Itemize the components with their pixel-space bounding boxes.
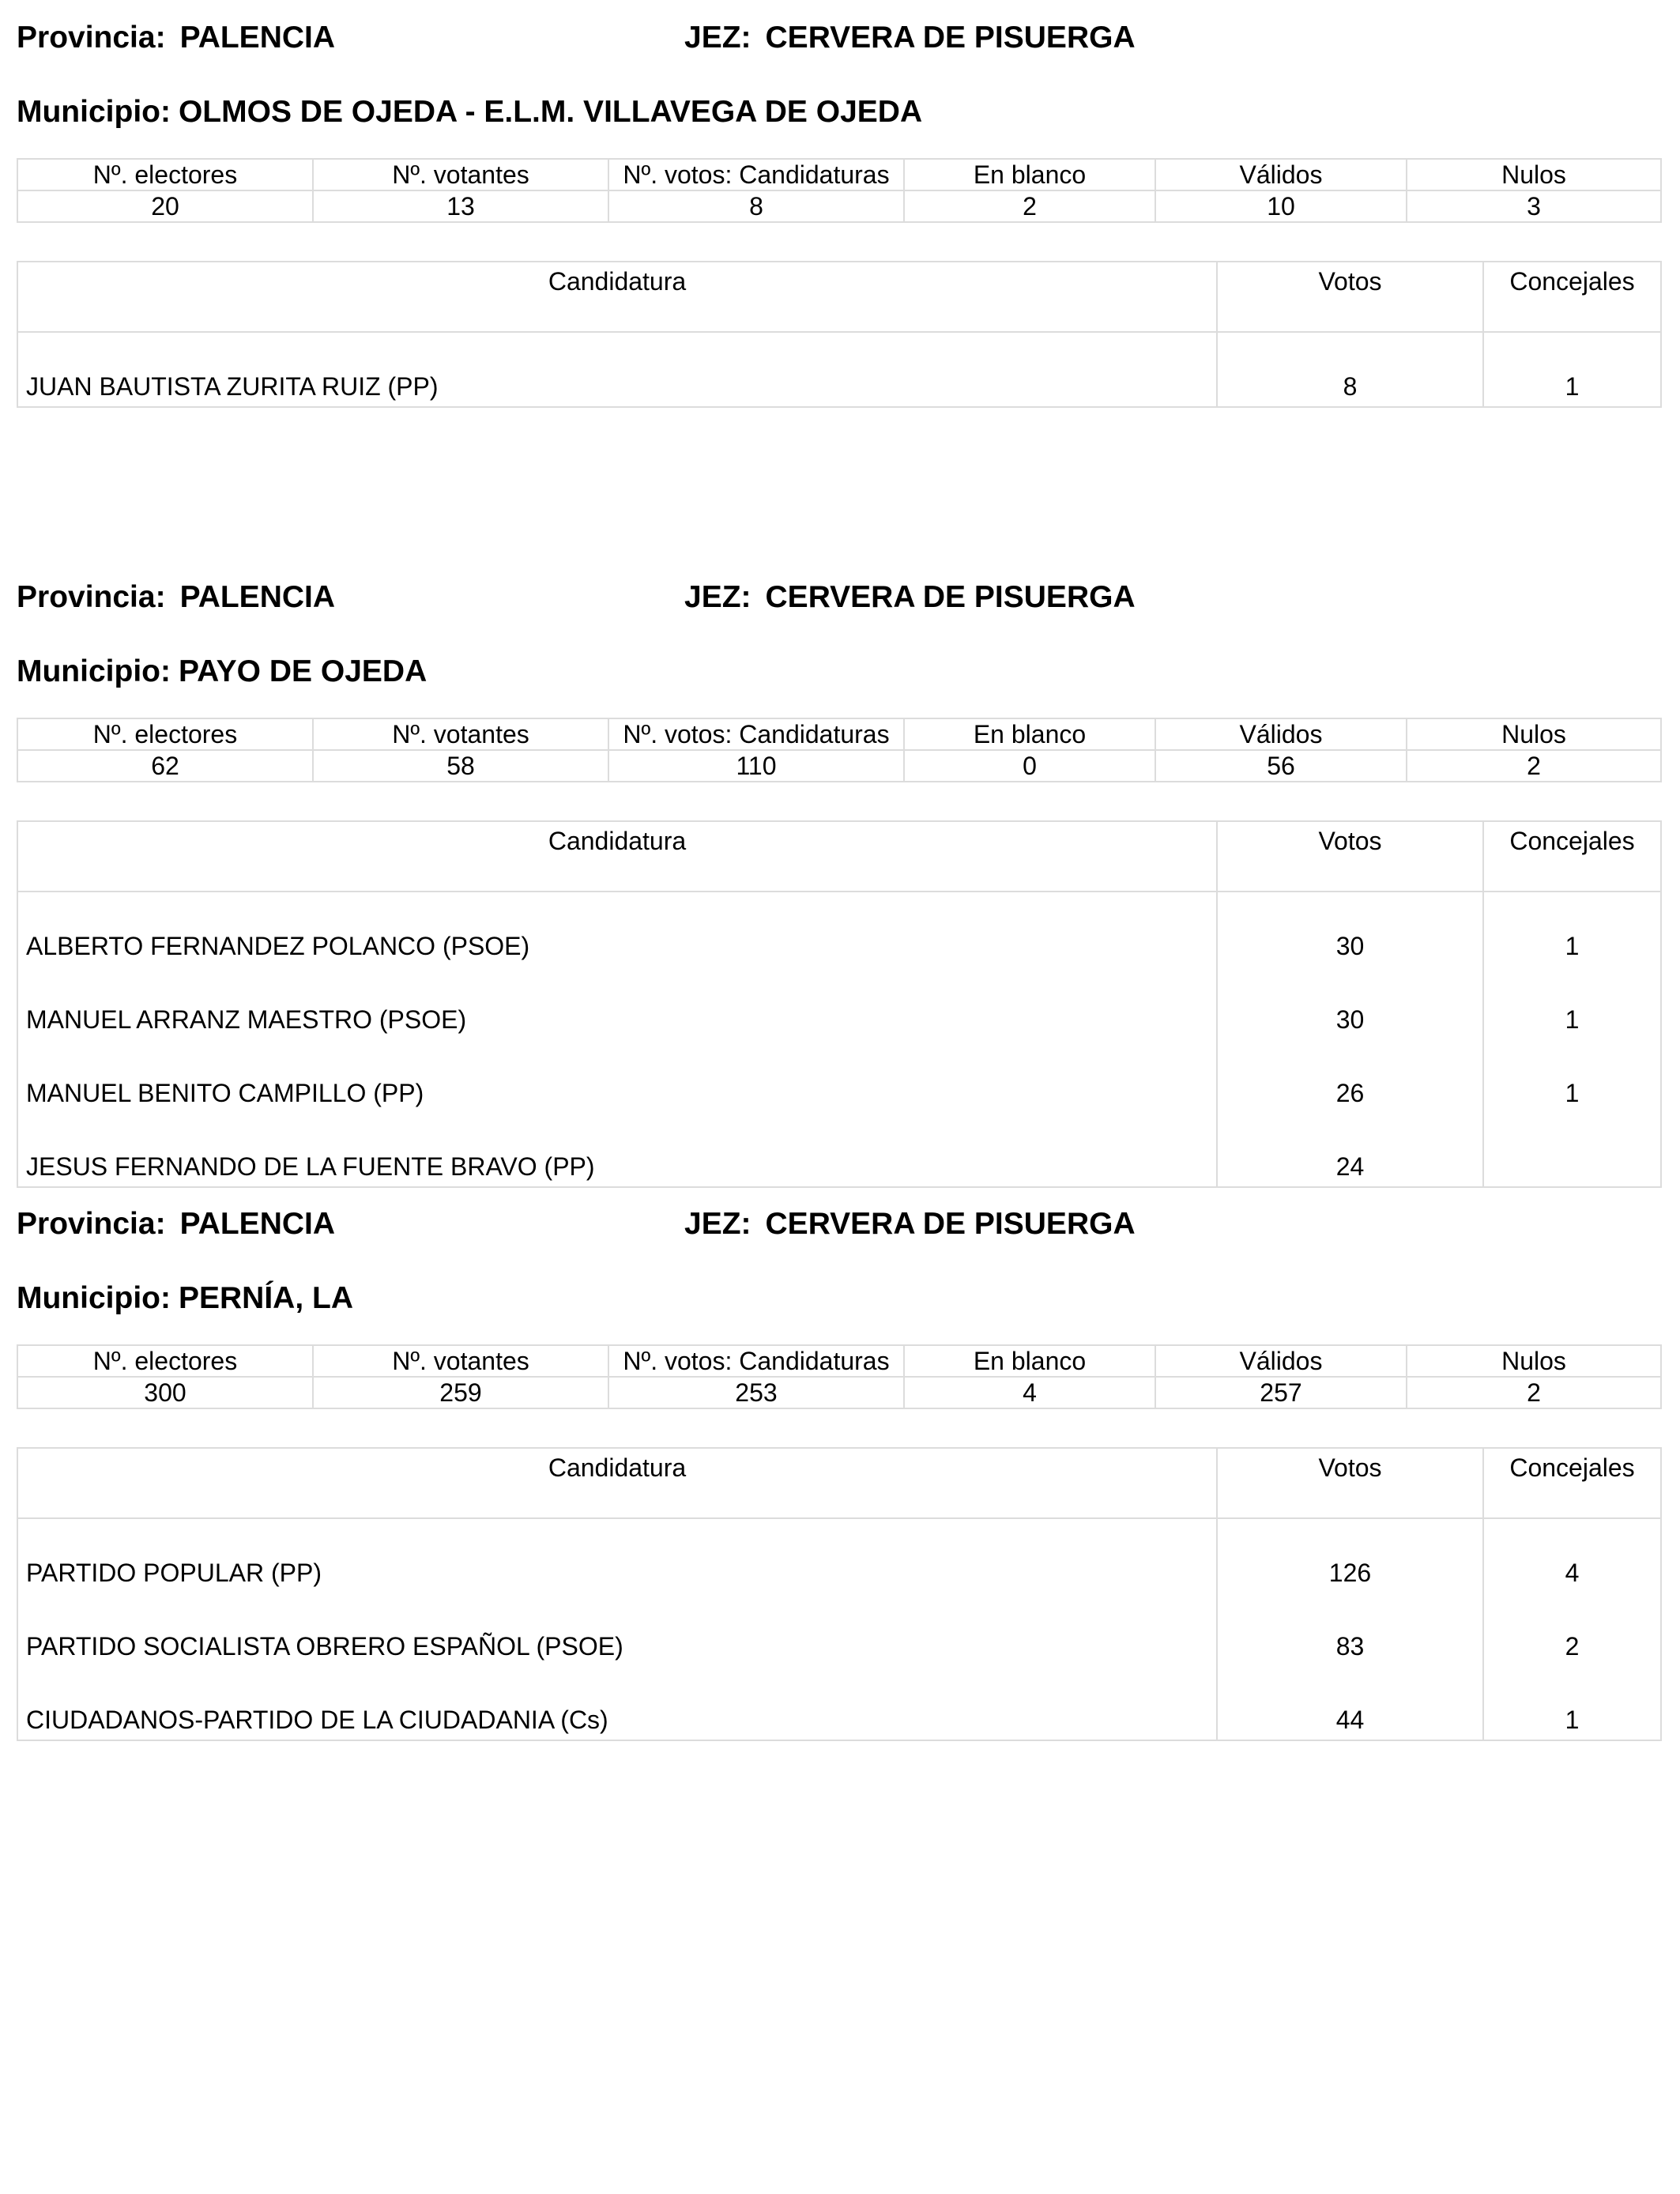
candidate-votes: 8 xyxy=(1217,332,1483,407)
table-row xyxy=(17,892,1661,966)
municipio-value: OLMOS DE OJEDA - E.L.M. VILLAVEGA DE OJEDA xyxy=(178,95,923,129)
stats-en-blanco: 4 xyxy=(904,1377,1155,1408)
candidate-name: PARTIDO SOCIALISTA OBRERO ESPAÑOL (PSOE) xyxy=(17,1593,1217,1666)
table-row xyxy=(17,966,1661,1039)
candidate-councillors: 1 xyxy=(1483,966,1661,1039)
provincia-value: PALENCIA xyxy=(179,1207,336,1241)
candidate-votes: 26 xyxy=(1217,1039,1483,1113)
stats-header-validos: Válidos xyxy=(1155,718,1407,750)
candidate-councillors xyxy=(1483,1113,1661,1187)
candidate-councillors: 1 xyxy=(1483,1039,1661,1113)
stats-header-en-blanco: En blanco xyxy=(904,1345,1155,1377)
stats-table xyxy=(17,1344,1662,1409)
candidate-votes: 30 xyxy=(1217,892,1483,966)
stats-nulos: 3 xyxy=(1407,190,1661,222)
stats-header-votantes: Nº. votantes xyxy=(313,718,608,750)
municipio-label: Municipio: xyxy=(17,654,171,688)
jez-value: CERVERA DE PISUERGA xyxy=(765,1207,1136,1241)
votos-header: Votos xyxy=(1217,262,1483,332)
concejales-header: Concejales xyxy=(1483,821,1661,892)
stats-header-row xyxy=(17,159,1661,190)
stats-header-validos: Válidos xyxy=(1155,1345,1407,1377)
jez-field xyxy=(684,580,1136,615)
municipio-label: Municipio: xyxy=(17,1281,171,1315)
candidates-table xyxy=(17,261,1662,408)
stats-votos-candidaturas: 110 xyxy=(608,750,904,782)
stats-header-validos: Válidos xyxy=(1155,159,1407,190)
stats-header-votos-candidaturas: Nº. votos: Candidaturas xyxy=(608,159,904,190)
candidate-councillors: 1 xyxy=(1483,892,1661,966)
provincia-field xyxy=(17,21,335,55)
stats-nulos: 2 xyxy=(1407,1377,1661,1408)
provincia-field xyxy=(17,1207,335,1242)
stats-table xyxy=(17,158,1662,223)
municipio-field xyxy=(17,95,1660,142)
municipality-section-payo xyxy=(17,580,1660,1188)
stats-en-blanco: 0 xyxy=(904,750,1155,782)
stats-table xyxy=(17,718,1662,782)
candidate-name: PARTIDO POPULAR (PP) xyxy=(17,1518,1217,1593)
stats-votos-candidaturas: 253 xyxy=(608,1377,904,1408)
candidate-name: JUAN BAUTISTA ZURITA RUIZ (PP) xyxy=(17,332,1217,407)
section-header xyxy=(17,21,1660,68)
stats-header-en-blanco: En blanco xyxy=(904,718,1155,750)
municipio-value: PERNÍA, LA xyxy=(178,1281,353,1315)
candidate-votes: 44 xyxy=(1217,1666,1483,1740)
stats-electores: 300 xyxy=(17,1377,313,1408)
jez-value: CERVERA DE PISUERGA xyxy=(765,21,1136,55)
stats-votantes: 13 xyxy=(313,190,608,222)
concejales-header: Concejales xyxy=(1483,262,1661,332)
stats-value-row xyxy=(17,750,1661,782)
stats-header-electores: Nº. electores xyxy=(17,1345,313,1377)
stats-value-row xyxy=(17,190,1661,222)
table-row xyxy=(17,1039,1661,1113)
candidate-votes: 83 xyxy=(1217,1593,1483,1666)
candidates-header-row xyxy=(17,821,1661,892)
stats-header-votos-candidaturas: Nº. votos: Candidaturas xyxy=(608,1345,904,1377)
municipio-field xyxy=(17,1281,1660,1329)
table-row xyxy=(17,1593,1661,1666)
stats-votantes: 58 xyxy=(313,750,608,782)
jez-value: CERVERA DE PISUERGA xyxy=(765,580,1136,614)
stats-nulos: 2 xyxy=(1407,750,1661,782)
stats-votantes: 259 xyxy=(313,1377,608,1408)
municipio-value: PAYO DE OJEDA xyxy=(178,654,428,688)
provincia-value: PALENCIA xyxy=(179,580,336,614)
section-header xyxy=(17,580,1660,628)
municipality-section-pernia xyxy=(17,1207,1660,1741)
jez-label: JEZ: xyxy=(684,580,751,614)
stats-votos-candidaturas: 8 xyxy=(608,190,904,222)
stats-en-blanco: 2 xyxy=(904,190,1155,222)
candidatura-header: Candidatura xyxy=(17,1448,1217,1518)
jez-label: JEZ: xyxy=(684,1207,751,1241)
stats-electores: 20 xyxy=(17,190,313,222)
candidates-header-row xyxy=(17,262,1661,332)
candidate-votes: 126 xyxy=(1217,1518,1483,1593)
municipality-section-olmos xyxy=(17,21,1660,408)
section-header xyxy=(17,1207,1660,1254)
stats-validos: 257 xyxy=(1155,1377,1407,1408)
candidate-councillors: 4 xyxy=(1483,1518,1661,1593)
provincia-field xyxy=(17,580,335,615)
candidates-table xyxy=(17,820,1662,1188)
table-row xyxy=(17,1518,1661,1593)
candidate-votes: 24 xyxy=(1217,1113,1483,1187)
table-row xyxy=(17,1666,1661,1740)
stats-header-en-blanco: En blanco xyxy=(904,159,1155,190)
candidate-councillors: 2 xyxy=(1483,1593,1661,1666)
table-row xyxy=(17,1113,1661,1187)
candidate-councillors: 1 xyxy=(1483,1666,1661,1740)
stats-header-nulos: Nulos xyxy=(1407,1345,1661,1377)
stats-header-votantes: Nº. votantes xyxy=(313,159,608,190)
candidate-votes: 30 xyxy=(1217,966,1483,1039)
votos-header: Votos xyxy=(1217,821,1483,892)
candidates-table xyxy=(17,1447,1662,1741)
candidates-header-row xyxy=(17,1448,1661,1518)
jez-field xyxy=(684,1207,1136,1242)
jez-field xyxy=(684,21,1136,55)
concejales-header: Concejales xyxy=(1483,1448,1661,1518)
table-row xyxy=(17,332,1661,407)
stats-validos: 10 xyxy=(1155,190,1407,222)
stats-header-row xyxy=(17,1345,1661,1377)
candidatura-header: Candidatura xyxy=(17,821,1217,892)
stats-header-electores: Nº. electores xyxy=(17,718,313,750)
stats-header-votos-candidaturas: Nº. votos: Candidaturas xyxy=(608,718,904,750)
stats-electores: 62 xyxy=(17,750,313,782)
stats-header-electores: Nº. electores xyxy=(17,159,313,190)
candidate-councillors: 1 xyxy=(1483,332,1661,407)
stats-validos: 56 xyxy=(1155,750,1407,782)
provincia-value: PALENCIA xyxy=(179,21,336,55)
candidatura-header: Candidatura xyxy=(17,262,1217,332)
candidate-name: CIUDADANOS-PARTIDO DE LA CIUDADANIA (Cs) xyxy=(17,1666,1217,1740)
stats-header-row xyxy=(17,718,1661,750)
candidate-name: MANUEL BENITO CAMPILLO (PP) xyxy=(17,1039,1217,1113)
stats-header-nulos: Nulos xyxy=(1407,718,1661,750)
candidate-name: JESUS FERNANDO DE LA FUENTE BRAVO (PP) xyxy=(17,1113,1217,1187)
stats-header-nulos: Nulos xyxy=(1407,159,1661,190)
stats-value-row xyxy=(17,1377,1661,1408)
provincia-label: Provincia: xyxy=(17,580,166,614)
candidate-name: MANUEL ARRANZ MAESTRO (PSOE) xyxy=(17,966,1217,1039)
votos-header: Votos xyxy=(1217,1448,1483,1518)
municipio-label: Municipio: xyxy=(17,95,171,129)
provincia-label: Provincia: xyxy=(17,1207,166,1241)
municipio-field xyxy=(17,654,1660,702)
jez-label: JEZ: xyxy=(684,21,751,55)
stats-header-votantes: Nº. votantes xyxy=(313,1345,608,1377)
candidate-name: ALBERTO FERNANDEZ POLANCO (PSOE) xyxy=(17,892,1217,966)
provincia-label: Provincia: xyxy=(17,21,166,55)
